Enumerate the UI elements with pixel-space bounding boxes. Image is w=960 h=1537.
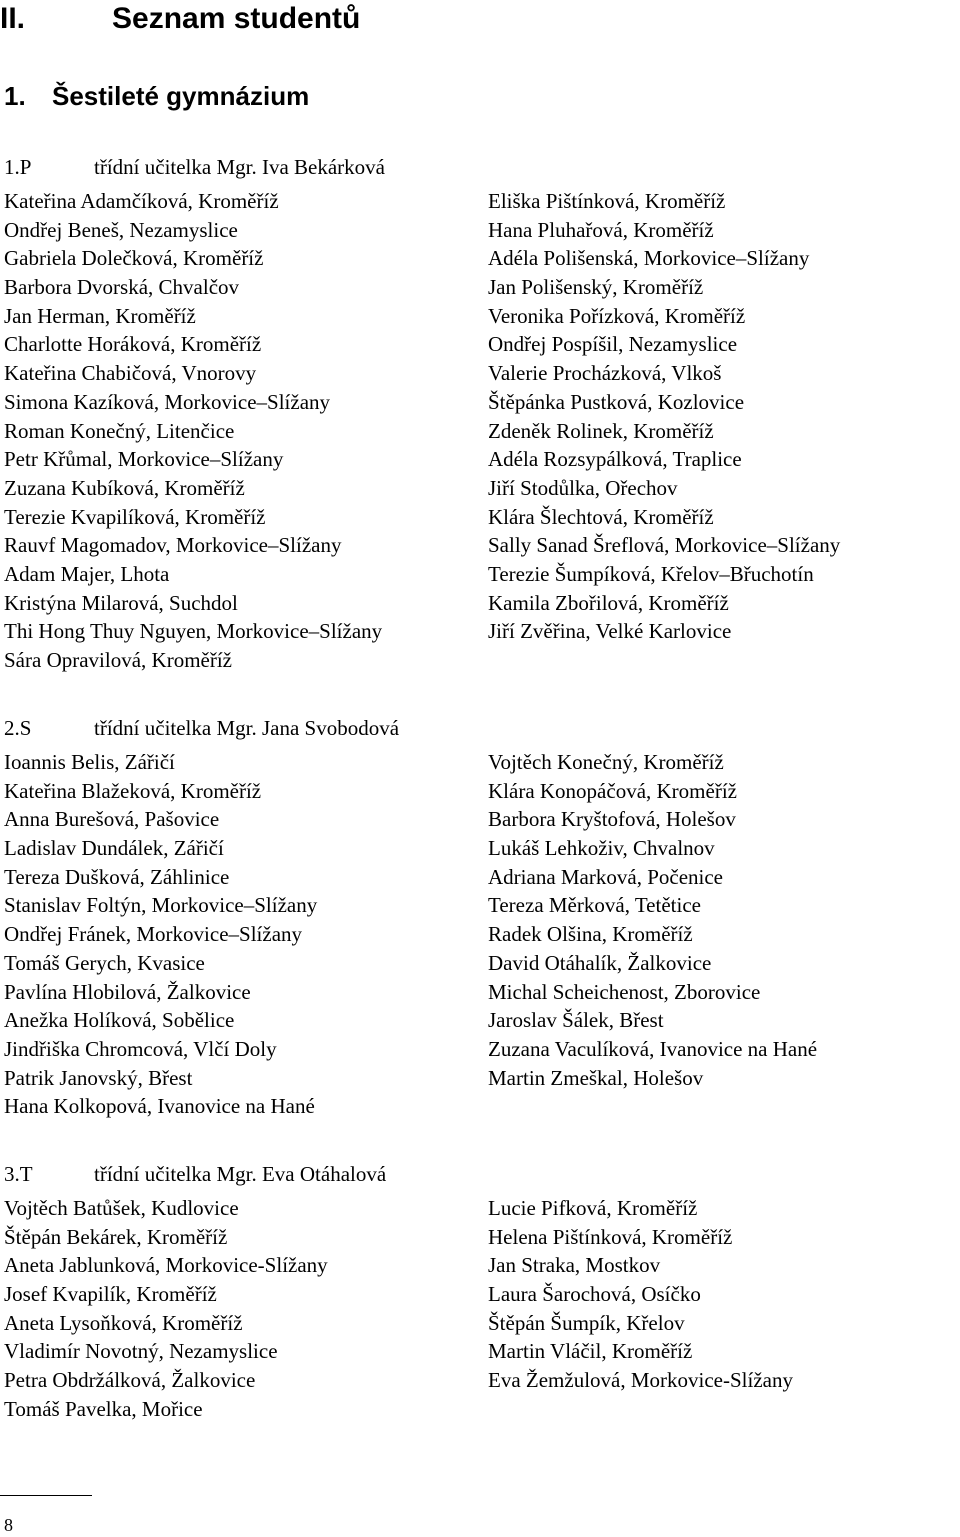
- class-code: 2.S: [4, 716, 32, 740]
- student-entry: Ondřej Fránek, Morkovice–Slížany: [4, 922, 303, 947]
- student-entry: Adriana Marková, Počenice: [488, 864, 723, 889]
- class-header-3t: [4, 1160, 386, 1188]
- student-entry: Tomáš Pavelka, Mořice: [4, 1396, 203, 1421]
- student-entry: Vojtěch Konečný, Kroměříž: [488, 750, 724, 774]
- footer-divider: [0, 1495, 92, 1496]
- student-entry: Thi Hong Thuy Nguyen, Morkovice–Slížany: [4, 619, 383, 644]
- student-entry: Kristýna Milarová, Suchdol: [4, 590, 238, 615]
- chapter-title: Seznam studentů: [112, 2, 361, 35]
- student-entry: Lucie Pifková, Kroměříž: [488, 1196, 698, 1220]
- student-entry: Tereza Měrková, Tetětice: [488, 893, 701, 918]
- student-entry: Barbora Kryštofová, Holešov: [488, 807, 736, 832]
- student-entry: Petra Obdržálková, Žalkovice: [4, 1368, 256, 1393]
- student-entry: Eva Žemžulová, Morkovice-Slížany: [488, 1368, 793, 1393]
- student-entry: Ladislav Dundálek, Zářičí: [4, 836, 224, 861]
- student-entry: Jindřiška Chromcová, Vlčí Doly: [4, 1036, 277, 1061]
- student-entry: Charlotte Horáková, Kroměříž: [4, 332, 262, 357]
- chapter-heading: [0, 0, 360, 38]
- section-number: 1.: [4, 81, 26, 111]
- student-entry: Vladimír Novotný, Nezamyslice: [4, 1339, 278, 1364]
- class-1p-list-right: [488, 187, 840, 646]
- student-entry: Lukáš Lehkoživ, Chvalnov: [488, 836, 715, 861]
- class-1p-list-left: [4, 187, 382, 675]
- student-entry: Rauvf Magomadov, Morkovice–Slížany: [4, 533, 342, 558]
- class-3t-list-left: [4, 1194, 328, 1424]
- student-entry: Laura Šarochová, Osíčko: [488, 1282, 701, 1307]
- student-entry: Jiří Zvěřina, Velké Karlovice: [488, 619, 732, 644]
- class-teacher: třídní učitelka Mgr. Jana Svobodová: [94, 716, 400, 740]
- student-entry: Aneta Jablunková, Morkovice-Slížany: [4, 1253, 328, 1278]
- student-entry: David Otáhalík, Žalkovice: [488, 950, 712, 975]
- student-entry: Adéla Rozsypálková, Traplice: [488, 447, 742, 472]
- student-entry: Štěpán Šumpík, Křelov: [488, 1310, 685, 1335]
- student-entry: Jan Straka, Mostkov: [488, 1253, 661, 1278]
- student-entry: Patrik Janovský, Břest: [4, 1065, 193, 1090]
- student-entry: Ioannis Belis, Zářičí: [4, 750, 175, 774]
- class-teacher: třídní učitelka Mgr. Eva Otáhalová: [94, 1162, 387, 1186]
- student-entry: Zuzana Vaculíková, Ivanovice na Hané: [488, 1036, 818, 1061]
- class-3t-list-right: [488, 1194, 793, 1395]
- student-entry: Anežka Holíková, Sobělice: [4, 1008, 235, 1033]
- page-number: 8: [4, 1515, 13, 1535]
- student-entry: Simona Kazíková, Morkovice–Slížany: [4, 389, 331, 414]
- student-entry: Radek Olšina, Kroměříž: [488, 922, 693, 947]
- student-entry: Barbora Dvorská, Chvalčov: [4, 275, 240, 300]
- student-entry: Stanislav Foltýn, Morkovice–Slížany: [4, 893, 318, 918]
- class-2s-list-left: [4, 748, 317, 1121]
- student-entry: Helena Pištínková, Kroměříž: [488, 1224, 733, 1249]
- class-code: 1.P: [4, 155, 32, 179]
- student-entry: Martin Zmeškal, Holešov: [488, 1065, 704, 1090]
- class-teacher: třídní učitelka Mgr. Iva Bekárková: [94, 155, 385, 179]
- student-entry: Kamila Zbořilová, Kroměříž: [488, 590, 729, 615]
- student-entry: Štěpánka Pustková, Kozlovice: [488, 389, 745, 414]
- student-entry: Sára Opravilová, Kroměříž: [4, 648, 232, 672]
- student-entry: Eliška Pištínková, Kroměříž: [488, 189, 726, 213]
- student-entry: Kateřina Adamčíková, Kroměříž: [4, 189, 279, 213]
- student-entry: Tomáš Gerych, Kvasice: [4, 950, 205, 975]
- student-entry: Tereza Dušková, Záhlinice: [4, 864, 230, 889]
- student-entry: Klára Šlechtová, Kroměříž: [488, 504, 714, 529]
- student-entry: Klára Konopáčová, Kroměříž: [488, 778, 737, 803]
- student-entry: Štěpán Bekárek, Kroměříž: [4, 1224, 228, 1249]
- student-entry: Roman Konečný, Litenčice: [4, 418, 235, 443]
- student-entry: Aneta Lysoňková, Kroměříž: [4, 1310, 243, 1335]
- student-entry: Ondřej Beneš, Nezamyslice: [4, 217, 238, 242]
- student-entry: Terezie Šumpíková, Křelov–Břuchotín: [488, 561, 814, 586]
- student-entry: Vojtěch Batůšek, Kudlovice: [4, 1196, 239, 1220]
- student-entry: Jan Polišenský, Kroměříž: [488, 275, 704, 300]
- student-entry: Zuzana Kubíková, Kroměříž: [4, 475, 245, 500]
- student-entry: Jan Herman, Kroměříž: [4, 303, 196, 328]
- student-entry: Michal Scheichenost, Zborovice: [488, 979, 761, 1004]
- class-code: 3.T: [4, 1162, 33, 1186]
- student-entry: Hana Pluhařová, Kroměříž: [488, 217, 714, 242]
- student-entry: Anna Burešová, Pašovice: [4, 807, 220, 832]
- student-entry: Pavlína Hlobilová, Žalkovice: [4, 979, 251, 1004]
- student-entry: Josef Kvapilík, Kroměříž: [4, 1282, 217, 1307]
- student-entry: Kateřina Blažeková, Kroměříž: [4, 778, 262, 803]
- class-header-1p: [4, 153, 385, 181]
- student-entry: Ondřej Pospíšil, Nezamyslice: [488, 332, 738, 357]
- student-entry: Adam Majer, Lhota: [4, 561, 170, 586]
- student-entry: Martin Vláčil, Kroměříž: [488, 1339, 693, 1364]
- student-entry: Sally Sanad Šreflová, Morkovice–Slížany: [488, 533, 841, 558]
- student-entry: Hana Kolkopová, Ivanovice na Hané: [4, 1094, 315, 1119]
- student-entry: Jaroslav Šálek, Břest: [488, 1008, 664, 1033]
- student-entry: Petr Křůmal, Morkovice–Slížany: [4, 447, 284, 472]
- student-entry: Terezie Kvapilíková, Kroměříž: [4, 504, 266, 529]
- section-heading: [4, 79, 309, 113]
- student-entry: Adéla Polišenská, Morkovice–Slížany: [488, 246, 810, 271]
- student-entry: Zdeněk Rolinek, Kroměříž: [488, 418, 714, 443]
- student-entry: Veronika Pořízková, Kroměříž: [488, 303, 746, 328]
- class-2s-list-right: [488, 748, 817, 1092]
- class-header-2s: [4, 714, 399, 742]
- student-entry: Valerie Procházková, Vlkoš: [488, 361, 722, 386]
- student-entry: Gabriela Dolečková, Kroměříž: [4, 246, 264, 271]
- student-entry: Kateřina Chabičová, Vnorovy: [4, 361, 257, 386]
- chapter-number: II.: [0, 2, 26, 35]
- student-entry: Jiří Stodůlka, Ořechov: [488, 475, 678, 500]
- section-title: Šestileté gymnázium: [52, 81, 310, 111]
